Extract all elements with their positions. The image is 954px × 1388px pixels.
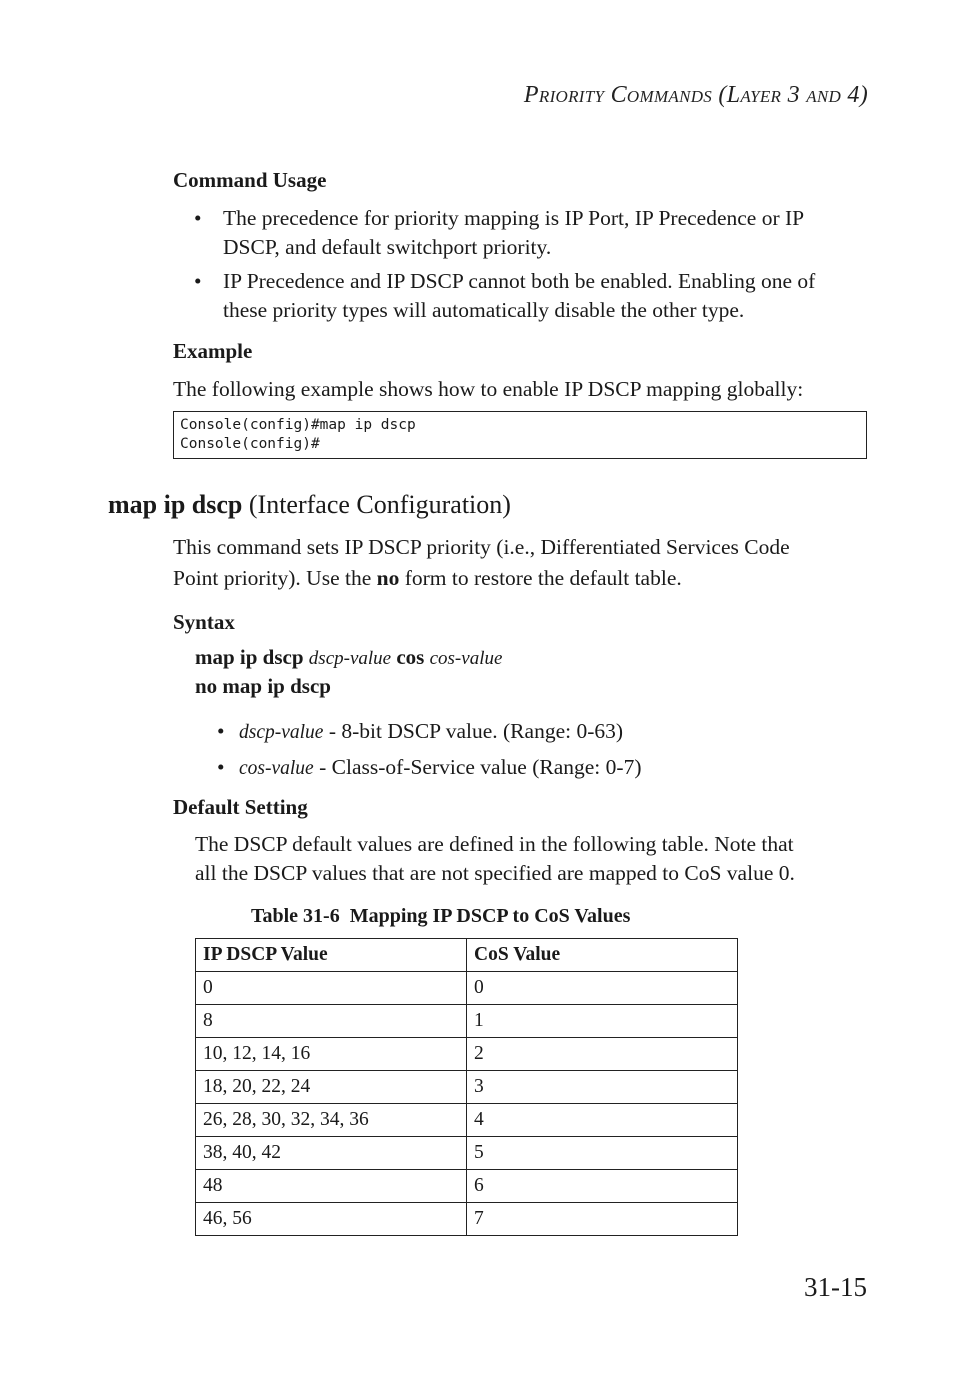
- code-line: Console(config)#: [180, 436, 320, 452]
- code-example: [173, 411, 867, 459]
- example-heading: Example: [173, 339, 253, 363]
- table-cell: 5: [467, 1137, 738, 1170]
- table-row: [196, 972, 738, 1005]
- table-caption: Table 31-6 Mapping IP DSCP to CoS Values: [251, 905, 631, 927]
- table-cell: 46, 56: [196, 1203, 467, 1236]
- table-cell: 6: [467, 1170, 738, 1203]
- command-usage-list: [173, 204, 873, 325]
- code-line: Console(config)#map ip dscp: [180, 417, 416, 433]
- syntax-heading: Syntax: [173, 610, 235, 634]
- table-cell: 26, 28, 30, 32, 34, 36: [196, 1104, 467, 1137]
- table-cell: 7: [467, 1203, 738, 1236]
- list-item: • cos-value - Class-of-Service value (Range: 0-7): [217, 755, 642, 779]
- table-row: [196, 1005, 738, 1038]
- table-row: [196, 1071, 738, 1104]
- table-cell: 0: [196, 972, 467, 1005]
- default-setting-heading: Default Setting: [173, 795, 308, 819]
- table-cell: 10, 12, 14, 16: [196, 1038, 467, 1071]
- parameter-list: [195, 714, 641, 786]
- table-cell: 18, 20, 22, 24: [196, 1071, 467, 1104]
- example-intro: The following example shows how to enable IP DSCP mapping globally:: [173, 377, 804, 401]
- table-row: [196, 1104, 738, 1137]
- table-cell: 8: [196, 1005, 467, 1038]
- table-cell: 1: [467, 1005, 738, 1038]
- section-description: This command sets IP DSCP priority (i.e., Differentiated Services Code Point priority). Use the no form to restore the default table.: [173, 535, 790, 590]
- column-header: CoS Value: [467, 939, 738, 972]
- table-cell: 0: [467, 972, 738, 1005]
- dscp-cos-table: [195, 938, 738, 1236]
- syntax-no-command: no map ip dscp: [195, 674, 331, 698]
- table-row: [196, 1170, 738, 1203]
- table-header-row: [196, 939, 738, 972]
- table-row: [196, 1137, 738, 1170]
- table-cell: 38, 40, 42: [196, 1137, 467, 1170]
- command-usage-heading: Command Usage: [173, 168, 327, 192]
- table-cell: 3: [467, 1071, 738, 1104]
- list-item: • IP Precedence and IP DSCP cannot both be enabled. Enabling one of these priority types will automatically disable the other type.: [194, 269, 816, 322]
- running-head: PRIORITY COMMANDS (LAYER 3 AND 4): [523, 82, 868, 108]
- section-title: map ip dscp (Interface Configuration): [108, 490, 511, 519]
- list-item: • The precedence for priority mapping is IP Port, IP Precedence or IP DSCP, and default switchport priority.: [194, 206, 805, 259]
- table-row: [196, 1038, 738, 1071]
- syntax-command: map ip dscp dscp-value cos cos-value: [195, 645, 503, 669]
- list-item: • dscp-value - 8-bit DSCP value. (Range: 0-63): [217, 719, 624, 743]
- table-cell: 48: [196, 1170, 467, 1203]
- page-number: 31-15: [804, 1272, 867, 1302]
- table-cell: 4: [467, 1104, 738, 1137]
- table-row: [196, 1203, 738, 1236]
- table-cell: 2: [467, 1038, 738, 1071]
- column-header: IP DSCP Value: [196, 939, 467, 972]
- default-setting-text: The DSCP default values are defined in the following table. Note that all the DSCP values that are not specified are mapped to CoS value 0.: [195, 832, 795, 885]
